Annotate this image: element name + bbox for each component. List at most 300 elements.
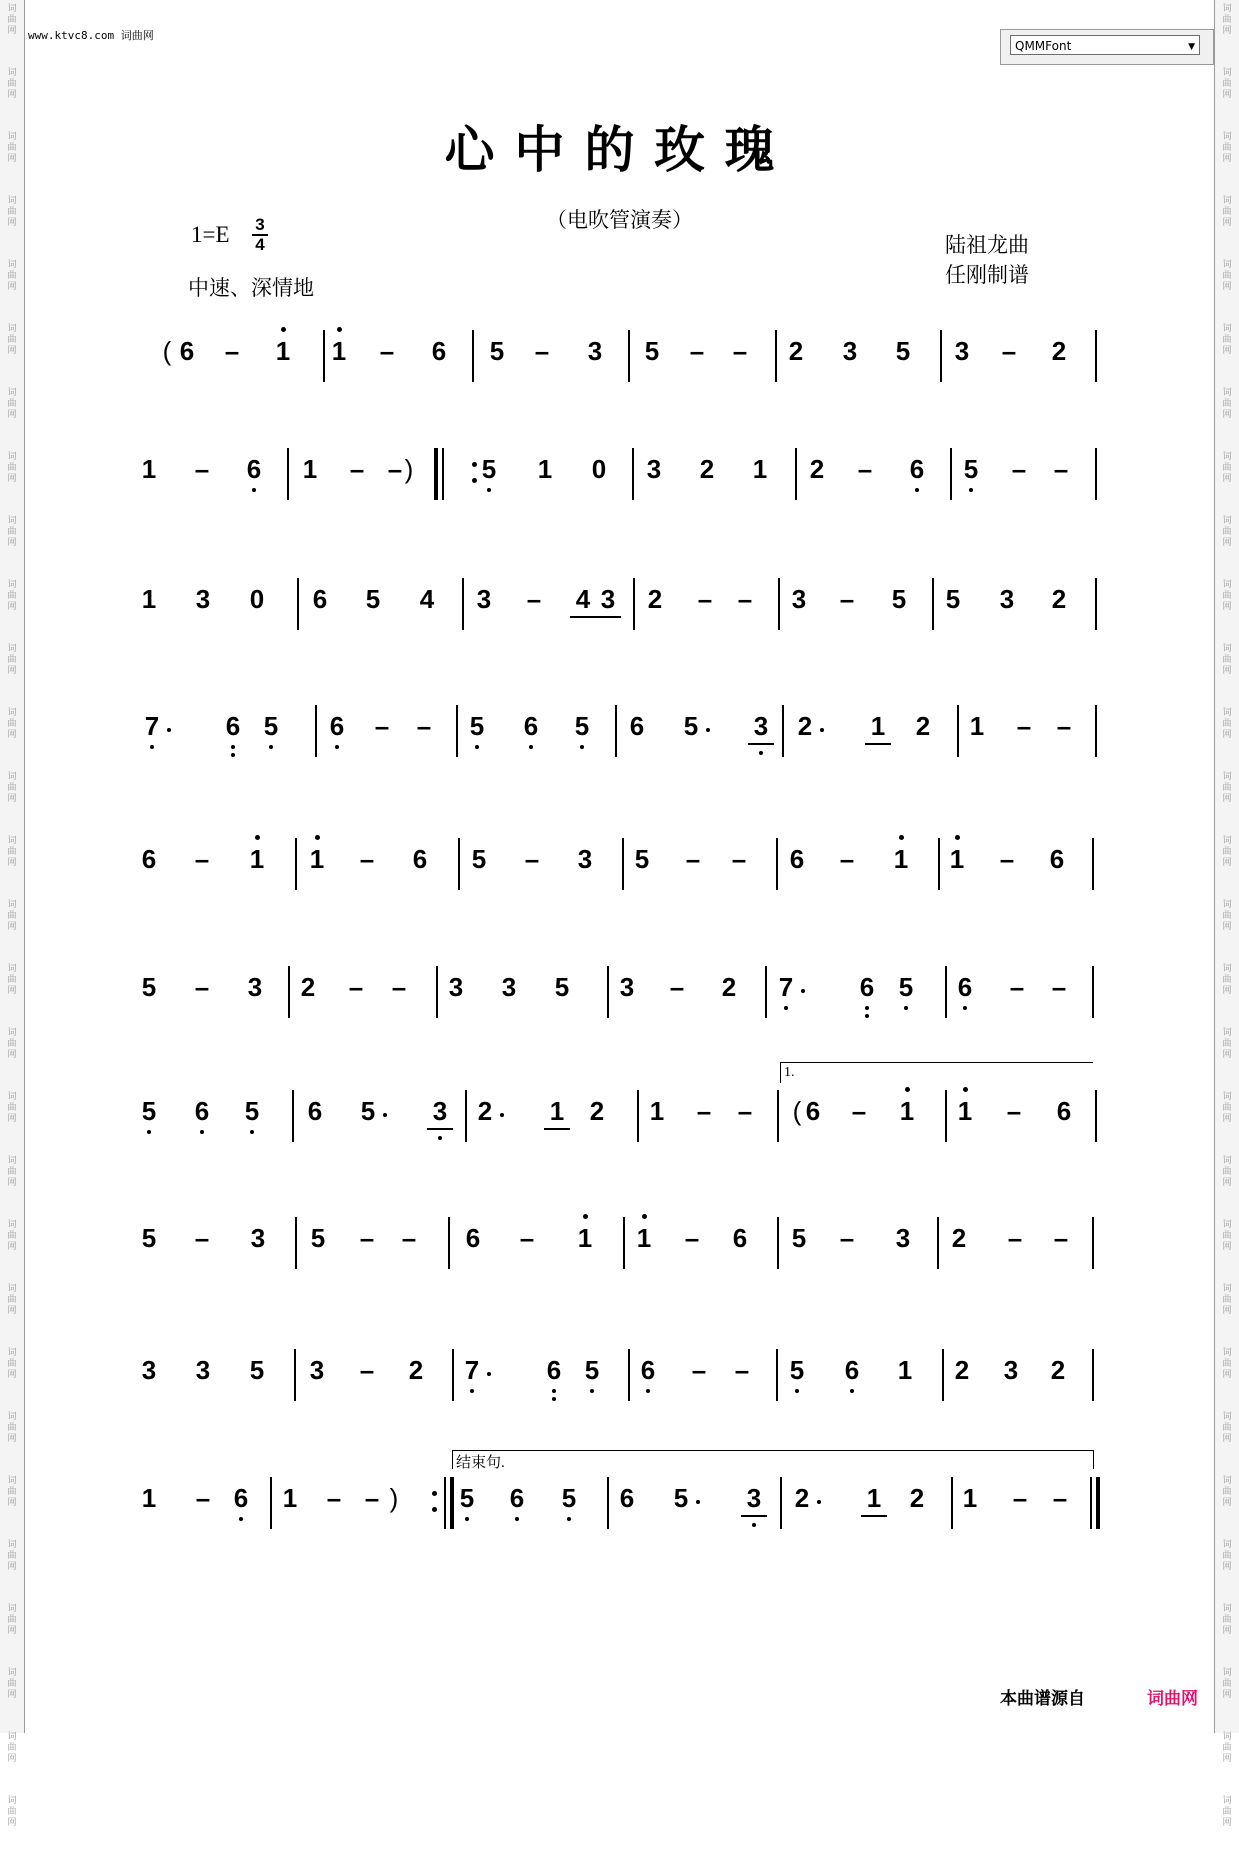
note: 2 [474, 1096, 496, 1126]
note: 5 [791, 1223, 807, 1253]
low-octave-dot [250, 1130, 254, 1134]
note: 5 [471, 844, 487, 874]
note: 3 [577, 844, 593, 874]
note: 1 [546, 1096, 568, 1126]
sustain-dash: – [839, 844, 855, 874]
note: 3 [597, 584, 619, 614]
note: 2 [809, 454, 825, 484]
sustain-dash: – [348, 972, 364, 1002]
sustain-dash: – [1016, 711, 1032, 741]
sustain-dash: – [839, 584, 855, 614]
tempo-marking: 中速、深情地 [188, 276, 314, 300]
note: 1 [246, 844, 268, 874]
barline [1095, 705, 1097, 757]
eighth-underline [570, 616, 596, 618]
note: 1 [752, 454, 768, 484]
note: 1 [282, 1483, 298, 1513]
barline [795, 448, 797, 500]
note: 0 [591, 454, 607, 484]
low-octave-dot [590, 1389, 594, 1393]
barline [1090, 1477, 1092, 1529]
barline [777, 1090, 779, 1142]
note: 6 [191, 1096, 213, 1126]
note: 6 [312, 584, 328, 614]
watermark-cell: 词 曲 网 [1222, 1028, 1232, 1060]
barline [937, 1217, 939, 1269]
note: 5 [558, 1483, 580, 1513]
watermark-cell: 词 曲 网 [7, 1732, 17, 1764]
low-octave-dot [963, 1006, 967, 1010]
high-octave-dot [315, 835, 320, 840]
watermark-cell: 词 曲 网 [1222, 516, 1232, 548]
watermark-cell: 词 曲 网 [1222, 1412, 1232, 1444]
barline [780, 1477, 782, 1529]
low-octave-dot [752, 1523, 756, 1527]
note: 1 [633, 1223, 655, 1253]
key-signature: 1=E [191, 222, 230, 247]
augmentation-dot [820, 728, 824, 732]
repeat-barline [450, 1477, 454, 1529]
barline [607, 1477, 609, 1529]
barline [292, 1090, 294, 1142]
sustain-dash: – [359, 1223, 375, 1253]
note: 6 [543, 1355, 565, 1385]
sustain-dash: – [1051, 972, 1067, 1002]
sustain-dash: – [194, 454, 210, 484]
arranger-credit: 任刚制谱 [945, 263, 1029, 287]
barline [288, 966, 290, 1018]
watermark-cell: 词 曲 网 [7, 260, 17, 292]
low-octave-dot [580, 745, 584, 749]
eighth-underline [861, 1515, 887, 1517]
sustain-dash: – [731, 844, 747, 874]
note: 5 [365, 584, 381, 614]
composer-credit: 陆祖龙曲 [945, 233, 1029, 257]
sustain-dash: – [526, 584, 542, 614]
watermark-cell: 词 曲 网 [1222, 1092, 1232, 1124]
watermark-cell: 词 曲 网 [7, 708, 17, 740]
sustain-dash: – [224, 336, 240, 366]
high-octave-dot [337, 327, 342, 332]
barline [950, 448, 952, 500]
watermark-cell: 词 曲 网 [7, 1284, 17, 1316]
sustain-dash: – [734, 1355, 750, 1385]
final-barline [1096, 1477, 1100, 1529]
barline [458, 838, 460, 890]
subtitle: （电吹管演奏） [546, 208, 693, 232]
note: 1 [890, 844, 912, 874]
barline [448, 1217, 450, 1269]
note: 2 [909, 1483, 925, 1513]
note: 2 [915, 711, 931, 741]
low-octave-dot [552, 1389, 556, 1393]
barline [623, 1217, 625, 1269]
low-octave-dot [646, 1389, 650, 1393]
chevron-down-icon[interactable]: ▼ [1188, 42, 1195, 52]
repeat-dot [472, 478, 477, 483]
barline [295, 1217, 297, 1269]
note: 3 [954, 336, 970, 366]
note: 2 [589, 1096, 605, 1126]
note: 6 [619, 1483, 635, 1513]
note: 3 [750, 711, 772, 741]
note: 5 [489, 336, 505, 366]
time-signature-numerator: 3 [252, 216, 268, 236]
note: 5 [357, 1096, 379, 1126]
note: 3 [743, 1483, 765, 1513]
repeat-barline [434, 448, 438, 500]
note: 1 [272, 336, 294, 366]
repeat-dot [432, 1507, 437, 1512]
low-octave-dot [515, 1517, 519, 1521]
note: 6 [1049, 844, 1065, 874]
note: 6 [141, 844, 157, 874]
note: 5 [249, 1355, 265, 1385]
note: 5 [945, 584, 961, 614]
barline [932, 578, 934, 630]
note: 5 [478, 454, 500, 484]
note: 3 [429, 1096, 451, 1126]
barline [607, 966, 609, 1018]
augmentation-dot [801, 989, 805, 993]
note: 6 [243, 454, 265, 484]
watermark-cell: 词 曲 网 [7, 1156, 17, 1188]
note: 3 [999, 584, 1015, 614]
eighth-underline [748, 743, 774, 745]
note: 5 [241, 1096, 263, 1126]
note: 5 [895, 336, 911, 366]
low-octave-dot [475, 745, 479, 749]
watermark-cell: 词 曲 网 [1222, 132, 1232, 164]
sustain-dash: – [1011, 454, 1027, 484]
watermark-cell: 词 曲 网 [7, 1348, 17, 1380]
barline [270, 1477, 272, 1529]
sustain-dash: – [669, 972, 685, 1002]
phrase-paren: ( [792, 1096, 802, 1126]
watermark-cell: 词 曲 网 [7, 644, 17, 676]
note: 5 [680, 711, 702, 741]
barline [942, 1349, 944, 1401]
sustain-dash: – [696, 1096, 712, 1126]
augmentation-dot [706, 728, 710, 732]
barline [778, 578, 780, 630]
font-select[interactable] [1010, 35, 1200, 55]
sustain-dash: – [1056, 711, 1072, 741]
note: 3 [476, 584, 492, 614]
barline [957, 705, 959, 757]
note: 1 [302, 454, 318, 484]
barline [622, 838, 624, 890]
watermark-cell: 词 曲 网 [1222, 772, 1232, 804]
note: 5 [138, 1096, 160, 1126]
barline [465, 1090, 467, 1142]
watermark-cell: 词 曲 网 [7, 1476, 17, 1508]
low-octave-dot [239, 1517, 243, 1521]
watermark-cell: 词 曲 网 [7, 1092, 17, 1124]
note: 5 [554, 972, 570, 1002]
sustain-dash: – [359, 1355, 375, 1385]
barline [1092, 838, 1094, 890]
barline [294, 1349, 296, 1401]
note: 1 [141, 1483, 157, 1513]
note: 1 [863, 1483, 885, 1513]
note: 7 [775, 972, 797, 1002]
watermark-cell: 词 曲 网 [1222, 260, 1232, 292]
sustain-dash: – [1053, 454, 1069, 484]
low-octave-dot [438, 1136, 442, 1140]
barline [472, 330, 474, 382]
note: 6 [954, 972, 976, 1002]
note: 3 [619, 972, 635, 1002]
barline [765, 966, 767, 1018]
augmentation-dot [167, 728, 171, 732]
note: 6 [230, 1483, 252, 1513]
watermark-cell: 词 曲 网 [1222, 1156, 1232, 1188]
barline [775, 330, 777, 382]
barline [776, 1349, 778, 1401]
barline [323, 330, 325, 382]
high-octave-dot [642, 1214, 647, 1219]
sustain-dash: – [737, 1096, 753, 1126]
barline [462, 578, 464, 630]
barline [436, 966, 438, 1018]
barline [632, 448, 634, 500]
sustain-dash: – [1001, 336, 1017, 366]
watermark-cell: 词 曲 网 [1222, 1284, 1232, 1316]
note: 6 [506, 1483, 528, 1513]
sustain-dash: – [519, 1223, 535, 1253]
note: 6 [222, 711, 244, 741]
note: 6 [326, 711, 348, 741]
volta-label-1: 1. [784, 1065, 795, 1080]
eighth-underline [865, 743, 891, 745]
low-octave-dot [865, 1006, 869, 1010]
watermark-cell: 词 曲 网 [1222, 1732, 1232, 1764]
watermark-cell: 词 曲 网 [1222, 1796, 1232, 1828]
note: 3 [501, 972, 517, 1002]
watermark-cell: 词 曲 网 [7, 1028, 17, 1060]
ending-bracket [452, 1450, 1094, 1469]
barline [945, 966, 947, 1018]
sustain-dash: – [195, 1483, 211, 1513]
low-octave-dot [335, 745, 339, 749]
high-octave-dot [255, 835, 260, 840]
note: 1 [954, 1096, 976, 1126]
low-octave-dot [231, 753, 235, 757]
sustain-dash: – [194, 844, 210, 874]
watermark-cell: 词 曲 网 [7, 1604, 17, 1636]
note: 3 [250, 1223, 266, 1253]
note: 6 [629, 711, 645, 741]
high-octave-dot [281, 327, 286, 332]
low-octave-dot [759, 751, 763, 755]
low-octave-dot [552, 1397, 556, 1401]
note: 5 [644, 336, 660, 366]
eighth-underline [595, 616, 621, 618]
barline [777, 1217, 779, 1269]
sustain-dash: – [1009, 972, 1025, 1002]
note: 5 [581, 1355, 603, 1385]
barline [938, 838, 940, 890]
note: 3 [195, 1355, 211, 1385]
note: 5 [786, 1355, 808, 1385]
low-octave-dot [795, 1389, 799, 1393]
low-octave-dot [487, 488, 491, 492]
note: 1 [574, 1223, 596, 1253]
barline [1095, 1090, 1097, 1142]
low-octave-dot [150, 745, 154, 749]
note: 1 [141, 584, 157, 614]
note: 1 [897, 1355, 913, 1385]
watermark-cell: 词 曲 网 [1222, 1668, 1232, 1700]
low-octave-dot [865, 1014, 869, 1018]
note: 5 [141, 972, 157, 1002]
barline [287, 448, 289, 500]
eighth-underline [427, 1128, 453, 1130]
footer-source-label: 本曲谱源自 [1000, 1689, 1085, 1709]
note: 6 [856, 972, 878, 1002]
note: 7 [141, 711, 163, 741]
low-octave-dot [529, 745, 533, 749]
note: 1 [969, 711, 985, 741]
note: 2 [1050, 1355, 1066, 1385]
watermark-cell: 词 曲 网 [7, 1540, 17, 1572]
note: 3 [309, 1355, 325, 1385]
sustain-dash: – [839, 1223, 855, 1253]
high-octave-dot [955, 835, 960, 840]
sustain-dash: – [691, 1355, 707, 1385]
sustain-dash: – [999, 844, 1015, 874]
barline [1092, 966, 1094, 1018]
note: 5 [891, 584, 907, 614]
sustain-dash: – [416, 711, 432, 741]
note: 2 [951, 1223, 967, 1253]
low-octave-dot [915, 488, 919, 492]
low-octave-dot [784, 1006, 788, 1010]
watermark-cell: 词 曲 网 [1222, 1476, 1232, 1508]
sustain-dash: – [1052, 1483, 1068, 1513]
note: 1 [328, 336, 350, 366]
note: 6 [805, 1096, 821, 1126]
page-title: 心中的玫瑰 [444, 120, 795, 179]
note: 3 [195, 584, 211, 614]
watermark-cell: 词 曲 网 [1222, 644, 1232, 676]
note: 1 [896, 1096, 918, 1126]
note: 2 [408, 1355, 424, 1385]
sustain-dash: – [194, 972, 210, 1002]
watermark-cell: 词 曲 网 [1222, 388, 1232, 420]
augmentation-dot [696, 1500, 700, 1504]
sustain-dash: – [391, 972, 407, 1002]
watermark-cell: 词 曲 网 [1222, 196, 1232, 228]
volta-bracket-1 [780, 1062, 1093, 1083]
high-octave-dot [583, 1214, 588, 1219]
low-octave-dot [567, 1517, 571, 1521]
barline [295, 838, 297, 890]
note: 6 [637, 1355, 659, 1385]
sustain-dash: – [374, 711, 390, 741]
low-octave-dot [231, 745, 235, 749]
note: 5 [456, 1483, 478, 1513]
watermark-cell: 词 曲 网 [7, 1220, 17, 1252]
watermark-cell: 词 曲 网 [1222, 708, 1232, 740]
sustain-dash: – [1012, 1483, 1028, 1513]
barline [1095, 578, 1097, 630]
watermark-cell: 词 曲 网 [7, 772, 17, 804]
repeat-dot [472, 462, 477, 467]
watermark-cell: 词 曲 网 [1222, 1220, 1232, 1252]
watermark-cell: 词 曲 网 [1222, 452, 1232, 484]
footer-source-site[interactable]: 词曲网 [1147, 1689, 1198, 1709]
note: 5 [895, 972, 917, 1002]
watermark-cell: 词 曲 网 [1222, 4, 1232, 36]
barline [628, 330, 630, 382]
note: 2 [647, 584, 663, 614]
note: 3 [842, 336, 858, 366]
watermark-cell: 词 曲 网 [1222, 900, 1232, 932]
sustain-dash: – [857, 454, 873, 484]
sustain-dash: – [732, 336, 748, 366]
barline [637, 1090, 639, 1142]
note: 6 [412, 844, 428, 874]
sustain-dash: – [1007, 1223, 1023, 1253]
sustain-dash: – [851, 1096, 867, 1126]
sustain-dash: – [326, 1483, 342, 1513]
sustain-dash: – [689, 336, 705, 366]
note: 6 [431, 336, 447, 366]
watermark-cell: 词 曲 网 [1222, 324, 1232, 356]
ending-label: 结束句. [456, 1455, 505, 1471]
watermark-cell: 词 曲 网 [1222, 964, 1232, 996]
barline [940, 330, 942, 382]
barline [782, 705, 784, 757]
time-signature-denominator: 4 [255, 235, 265, 254]
note: 1 [306, 844, 328, 874]
note: 6 [1056, 1096, 1072, 1126]
barline [444, 1477, 446, 1529]
low-octave-dot [850, 1389, 854, 1393]
augmentation-dot [817, 1500, 821, 1504]
note: 5 [960, 454, 982, 484]
watermark-cell: 词 曲 网 [7, 196, 17, 228]
note: 6 [906, 454, 928, 484]
barline [1095, 330, 1097, 382]
low-octave-dot [200, 1130, 204, 1134]
site-url-left[interactable]: www.ktvc8.com 词曲网 [28, 29, 154, 42]
phrase-paren: ) [404, 454, 414, 484]
barline [776, 838, 778, 890]
note: 4 [572, 584, 594, 614]
high-octave-dot [905, 1087, 910, 1092]
barline [615, 705, 617, 757]
watermark-cell: 词 曲 网 [1222, 68, 1232, 100]
watermark-cell: 词 曲 网 [7, 516, 17, 548]
sustain-dash: – [194, 1223, 210, 1253]
repeat-dot [432, 1491, 437, 1496]
watermark-cell: 词 曲 网 [1222, 1348, 1232, 1380]
note: 6 [732, 1223, 748, 1253]
augmentation-dot [383, 1113, 387, 1117]
barline [1092, 1349, 1094, 1401]
watermark-cell: 词 曲 网 [1222, 1540, 1232, 1572]
watermark-cell: 词 曲 网 [7, 68, 17, 100]
note: 1 [649, 1096, 665, 1126]
note: 5 [141, 1223, 157, 1253]
note: 2 [699, 454, 715, 484]
watermark-cell: 词 曲 网 [7, 388, 17, 420]
watermark-cell: 词 曲 网 [7, 1796, 17, 1828]
watermark-cell: 词 曲 网 [7, 4, 17, 36]
